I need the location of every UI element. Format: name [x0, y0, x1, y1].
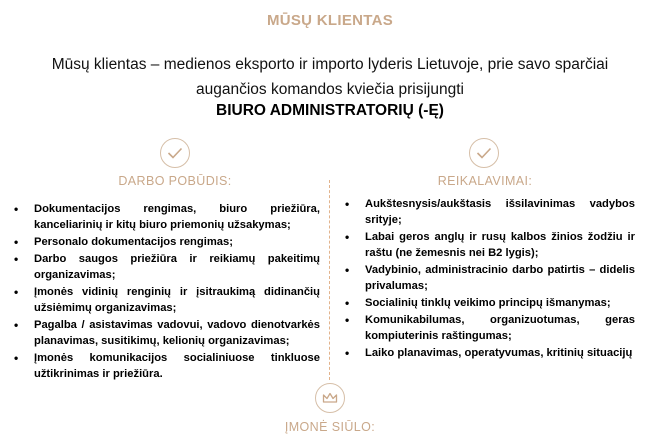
- list-item: • Komunikabilumas, organizuotumas, geras kompiuterinis raštingumas;: [339, 312, 635, 344]
- section-title: MŪSŲ KLIENTAS: [266, 12, 394, 29]
- list-item: • Darbo saugos priežiūra ir reikiamų pakeitimų organizavimas;: [8, 251, 320, 283]
- checkmark-circle-icon: [160, 138, 190, 168]
- list-item: • Pagalba / asistavimas vadovui, vadovo dienotvarkės planavimas, susitikimų, kelionių organizavimas;: [8, 317, 320, 349]
- duties-list: [8, 201, 320, 383]
- left-column-heading: DARBO POBŪDIS:: [118, 174, 232, 188]
- crown-circle-icon: [315, 383, 345, 413]
- intro-line-1: Mūsų klientas – medienos eksporto ir importo lyderis Lietuvoje, prie savo sparčiai: [51, 56, 609, 73]
- list-item: • Personalo dokumentacijos rengimas;: [8, 234, 320, 250]
- bottom-heading: ĮMONĖ SIŪLO:: [284, 420, 376, 434]
- intro-line-2: augančios komandos kviečia prisijungti: [196, 81, 464, 98]
- checkmark-circle-icon: [469, 138, 499, 168]
- list-item: • Dokumentacijos rengimas, biuro priežiūra, kanceliarinių ir kitų biuro priemonių užsakymas;: [8, 201, 320, 233]
- right-column-heading: REIKALAVIMAI:: [437, 174, 533, 188]
- list-item: • Vadybinio, administracinio darbo patirtis – didelis privalumas;: [339, 262, 635, 294]
- column-divider: [329, 180, 330, 380]
- requirements-list: [339, 196, 635, 362]
- list-item: • Aukštesnysis/aukštasis išsilavinimas vadybos srityje;: [339, 196, 635, 228]
- list-item: • Laiko planavimas, operatyvumas, kritinių situacijų: [339, 345, 635, 361]
- position-title: BIURO ADMINISTRATORIŲ (-Ę): [216, 102, 444, 119]
- list-item: • Socialinių tinklų veikimo principų išmanymas;: [339, 295, 635, 311]
- list-item: • Įmonės vidinių renginių ir įsitraukimą didinančių užsiėmimų organizavimas;: [8, 284, 320, 316]
- list-item: • Labai geros anglų ir rusų kalbos žinios žodžiu ir raštu (ne žemesnis nei B2 lygis);: [339, 229, 635, 261]
- intro-text: [0, 52, 660, 102]
- list-item: • Įmonės komunikacijos socialiniuose tinkluose užtikrinimas ir priežiūra.: [8, 350, 320, 382]
